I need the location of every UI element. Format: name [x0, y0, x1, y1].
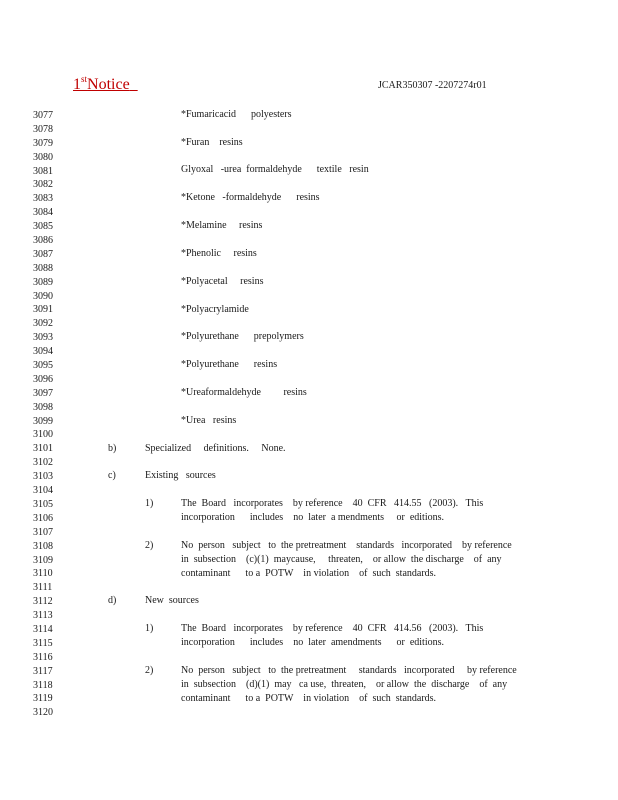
line-number: 3078 [33, 123, 53, 135]
resin-item: *Polyacrylamide [181, 304, 249, 315]
line-number: 3090 [33, 290, 53, 302]
paragraph-c2-line: in subsection (c)(1) maycause, threaten, or allow the discharge of any [181, 554, 502, 565]
line-number: 3111 [33, 582, 53, 594]
resin-item: *Polyurethane resins [181, 359, 278, 370]
paragraph-d2-line: contaminant to a POTW in violation of such standards. [181, 693, 437, 704]
resin-item: *Fumaricacid polyesters [181, 109, 292, 120]
line-number: 3107 [33, 526, 53, 538]
line-number: 3095 [33, 360, 53, 372]
line-number: 3118 [33, 679, 53, 691]
line-number: 3101 [33, 443, 53, 455]
line-number: 3088 [33, 262, 53, 274]
line-number: 3093 [33, 332, 53, 344]
line-number: 3085 [33, 221, 53, 233]
resin-item: Glyoxal -urea formaldehyde textile resin [181, 164, 369, 175]
line-number: 3113 [33, 610, 53, 622]
subsection-label-d: d) [108, 595, 117, 606]
line-number: 3117 [33, 665, 53, 677]
paragraph-c2-line: No person subject to the pretreatment standards incorporated by reference [181, 540, 512, 551]
line-number: 3109 [33, 554, 53, 566]
line-number: 3084 [33, 207, 53, 219]
subsection-d-text: New sources [145, 595, 199, 606]
line-number: 3104 [33, 485, 53, 497]
line-number: 3115 [33, 637, 53, 649]
line-number: 3079 [33, 137, 53, 149]
subsection-c-text: Existing sources [145, 470, 216, 481]
line-number: 3077 [33, 110, 53, 121]
paragraph-d2-line: in subsection (d)(1) may ca use, threaten, or allow the discharge of any [181, 679, 508, 690]
line-number: 3119 [33, 693, 53, 705]
line-number: 3083 [33, 193, 53, 205]
paragraph-d2-line: No person subject to the pretreatment standards incorporated by reference [181, 665, 517, 676]
line-number: 3103 [33, 471, 53, 483]
line-number: 3086 [33, 235, 53, 247]
line-number: 3110 [33, 568, 53, 580]
line-number: 3108 [33, 540, 53, 552]
paragraph-c1-line: The Board incorporates by reference 40 CFR 414.55 (2003). This [181, 498, 484, 509]
line-number: 3100 [33, 429, 53, 441]
line-number: 3087 [33, 248, 53, 260]
subsection-label-c: c) [108, 470, 116, 481]
resin-item: *Urea resins [181, 415, 237, 426]
paragraph-label-c1: 1) [145, 498, 154, 509]
line-number: 3102 [33, 457, 53, 469]
line-number: 3106 [33, 512, 53, 524]
line-number: 3080 [33, 151, 53, 163]
line-number: 3081 [33, 165, 53, 177]
line-number: 3120 [33, 707, 53, 719]
line-number: 3098 [33, 401, 53, 413]
resin-item: *Polyurethane prepolymers [181, 331, 304, 342]
resin-item: *Melamine resins [181, 220, 263, 231]
resin-item: *Furan resins [181, 137, 243, 148]
notice-heading [73, 76, 138, 94]
resin-item: *Ureaformaldehyde resins [181, 387, 307, 398]
line-number: 3096 [33, 373, 53, 385]
document-code: JCAR350307 -2207274r01 [378, 80, 487, 91]
line-number-column [33, 109, 53, 720]
subsection-label-b: b) [108, 443, 117, 454]
line-number: 3089 [33, 276, 53, 288]
subsection-b-text: Specialized definitions. None. [145, 443, 286, 454]
notice-label: Notice [87, 76, 130, 93]
line-number: 3112 [33, 596, 53, 608]
line-number: 3116 [33, 651, 53, 663]
paragraph-c2-line: contaminant to a POTW in violation of such standards. [181, 568, 437, 579]
paragraph-d1-line: The Board incorporates by reference 40 CFR 414.56 (2003). This [181, 623, 484, 634]
paragraph-c1-line: incorporation includes no later a mendments or editions. [181, 512, 444, 523]
line-number: 3105 [33, 498, 53, 510]
line-number: 3082 [33, 179, 53, 191]
line-number: 3092 [33, 318, 53, 330]
line-number: 3097 [33, 387, 53, 399]
paragraph-label-d2: 2) [145, 665, 154, 676]
resin-item: *Phenolic resins [181, 248, 257, 259]
line-number: 3094 [33, 346, 53, 358]
resin-item: *Polyacetal resins [181, 276, 264, 287]
line-number: 3091 [33, 304, 53, 316]
notice-superscript: st [81, 74, 88, 84]
paragraph-label-d1: 1) [145, 623, 154, 634]
notice-number: 1 [73, 76, 81, 93]
line-number: 3114 [33, 623, 53, 635]
paragraph-d1-line: incorporation includes no later amendments or editions. [181, 637, 444, 648]
line-number: 3099 [33, 415, 53, 427]
resin-item: *Ketone -formaldehyde resins [181, 192, 320, 203]
paragraph-label-c2: 2) [145, 540, 154, 551]
